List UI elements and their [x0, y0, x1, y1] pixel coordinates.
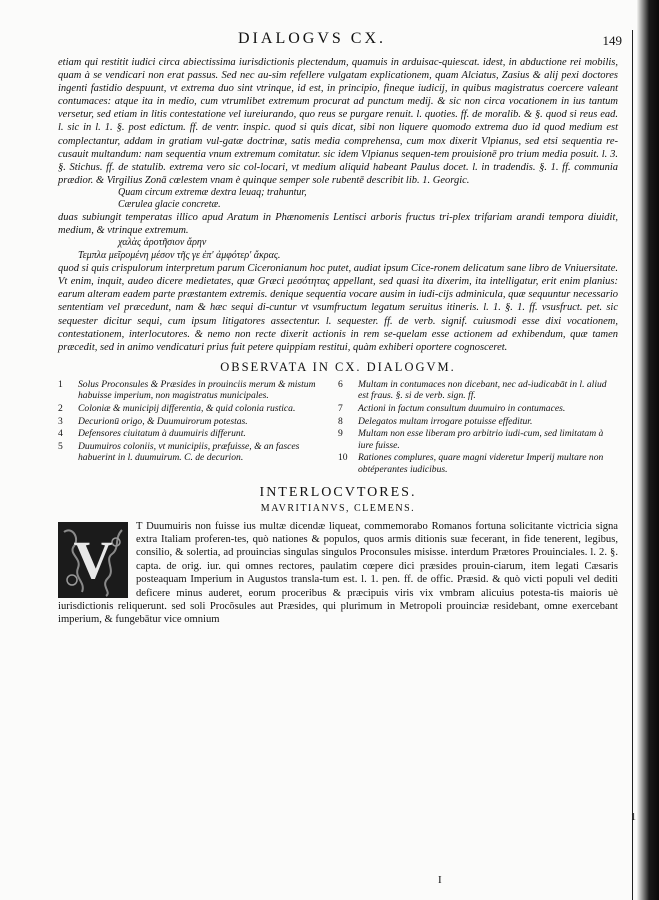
observata-number: 3 [58, 415, 63, 427]
observata-number: 8 [338, 415, 343, 427]
observata-text: Delegatos multam irrogare potuisse effeditur. [358, 415, 533, 427]
observata-item [58, 403, 338, 415]
observata-number: 5 [58, 440, 63, 452]
observata-text: Decurionū origo, & Duumuirorum potestas. [78, 415, 248, 427]
observata-number: 4 [58, 428, 63, 440]
observata-text: Defensores ciuitatum à duumuiris differunt. [78, 428, 246, 440]
greek-line: Τεμπλα μεῖρομένη μέσον τῆς γε ἐπ' ἀμφότερ' ἄκρας. [78, 249, 281, 261]
observata-item [58, 416, 338, 428]
observata-number: 9 [338, 428, 343, 440]
observata-title: OBSERVATA IN CX. DIALOGVM. [220, 359, 456, 374]
observata-item [338, 403, 618, 415]
observata-text: Coloniæ & municipij differentia, & quid colonia rustica. [78, 402, 296, 414]
main-paragraph-2: duas subiungit temperatas illico apud Aratum in Phænomenis Lentisci arboris fructus tri-plex trifariam arandi tempora diuidit, medium, & vtrinque extremum. [58, 211, 618, 237]
observata-item [338, 416, 618, 428]
folio-number: 149 [602, 33, 622, 48]
main-paragraph: etiam qui restitit iudici circa abiectissima iurisdictionis plectendum, quamuis in arduisac-quiescat. idest, in abductione rei mobilis, quam à se vendicari non erat passus. Sed nec au-sim refellere vulgatam explicationem, quam Alciatus, Zasius & alij pexi doctores ingenti fastidio despuunt, vt extrema duo sint vtrinque, id est, in principio, fineque iudicij, in quibus magistratus coercere valeant contumaces: atque ita in medio, cum vtrumlibet extremum procurat ad punctum medij. & sic non circa vocationem in ius tantum versetur, sed etiam in litis contestatione vel iureiurando, quo reus se purgare renuit. l. quoties. ff. de moralib. & §. quod si reus ead. l. sic in l. 1. §. post edictum. ff. de ventr. inspic. quod si quis dicat, sibi non liquere quomodo extrema duo id quod medium est complectantur, addam in gratiam vul-gatæ doctrinæ, satis media comprehensa, cum mox dixerit Vlpianus, sed etsi sequentia re-cusauit multandum: nam sequentia vnum extremum comitatur. sic idem Vlpianus sequen-tem prouisionē pro trium media posuit. l. 3. §. Stichus. ff. de statulib. extrema vero sic col-locari, vt medium aliquid habeant Paulus docet. l. in tradendis. §. 1. ff. communia prædior. & Virgilius Zonā cœlestem vnam è quinque semper sole rubentē describit lib. 1. Georgic. [58, 57, 618, 186]
observata-number: 2 [58, 402, 63, 414]
decorated-initial [58, 522, 128, 598]
observata-text: Duumuiros coloniis, vt municipiis, præfuisse, & an fasces habuerint in l. duumuirum. C. de decurion. [78, 440, 300, 464]
page [58, 0, 636, 900]
observata-number: 7 [338, 402, 343, 414]
book-edge-shadow [637, 0, 659, 900]
observata-number: 6 [338, 378, 343, 390]
observata-text: Actioni in factum consultum duumuiro in contumaces. [358, 402, 566, 414]
observata-text: Solus Proconsules & Præsides in prouinciis merum & mistum habuisse imperium, non magistratus municipales. [78, 378, 316, 402]
speakers-line: MAVRITIANVS, CLEMENS. [260, 502, 416, 514]
observata-item [338, 379, 618, 402]
observata-item [58, 428, 338, 440]
observata-number: 10 [338, 452, 348, 464]
observata-right-column [338, 379, 618, 477]
observata-number: 1 [58, 378, 63, 390]
running-header [58, 30, 622, 52]
greek-quote [78, 237, 618, 262]
observata-left-column [58, 379, 338, 477]
verse-line: Quam circum extremæ dextra leuaq; trahuntur, [118, 186, 307, 198]
observata-item [58, 379, 338, 402]
observata-item [338, 452, 618, 475]
interlocutores-title: INTERLOCVTORES. [259, 484, 417, 500]
observata-list [58, 379, 618, 477]
page-body [58, 56, 618, 627]
greek-line: χαλὰς ἀροτῆσιον ἄρην [118, 237, 207, 249]
initial-letter: V [73, 529, 113, 590]
verse-line: Cærulea glacie concretæ. [118, 198, 221, 210]
ornament-icon [58, 522, 128, 598]
main-paragraph-3: quod si quis crispulorum interpretum parum Ciceronianum hoc putet, audiat ipsum Cice-ronem delicatum sane libro de Vniuersitate. Vt enim, inquit, audeo dicere medietates, quæ Græci μεσότητας appellant, sed quasi ita dixerim, ita intelligatur, erit enim planius: earum alteram eadem parte præstantem extremis. denique sequentia vocare ausim in iudi-cijs adminicula, quæ sequuntur necessario sententiam vel præcedunt, nam & hæc sequi di-cuntur vt vsumfructum legatum seruitus itineris. l. 1. §. 1. ff. vsusfruct. pet. sic sequester dicitur sequi, cum ipsum litigatores assectentur. l. sequester. ff. de verb. signif. cuiusmodi esse dixi vocationem, contestationem, interlocutores. & nemo non recte dixerit actionis in rem se-quelam esse actionem ad exhibendum, quæ tamen præcedit, sed in animo vendicaturi prius fuit petere quippiam restitui, quàm exhiberi oportere cognosceret. [58, 263, 618, 353]
header-title: DIALOGVS CX. [238, 30, 386, 47]
margin-number: 1 [631, 812, 636, 823]
observata-text: Multam non esse liberam pro arbitrio iudi-cum, sed limitatam à iure fuisse. [358, 428, 604, 451]
dialogue-block [58, 520, 618, 627]
observata-item [338, 428, 618, 451]
signature-mark: I [438, 874, 442, 886]
observata-item [58, 441, 338, 464]
page-edge-line [632, 30, 634, 900]
verse-quote [118, 187, 618, 211]
observata-text: Multam in contumaces non dicebant, nec ad-iudicabāt in l. aliud est fraus. §. si de verb. sign. ff. [358, 378, 607, 402]
observata-text: Rationes complures, quare magni videretur Imperij multare non obtéperantes iudicibus. [358, 452, 604, 475]
dialogue-text: T Duumuiris non fuisse ius multæ dicendæ liqueat, commemorabo Romanos fortuna solicitante victricia signa extra Italiam proferen-tes, quò nationes & populos, quos armis ditionis suæ fecerant, in fide tenerent, legibus, consilio, & solertia, ad prouincias singulas singulos Proconsules misisse. interdum Prætores Prouinciales. l. 2. §. capta. de orig. iur. qui omnes rectores, paulatim cœpere dici præsides prouin-ciarum, item legati Cæsaris posteaquam Imperium in Augustos transla-tum est. l. 1. pen. ff. de offic. Præsid. & quò victi populi vel dediti deficere minus auderet, eorum proceribus & præcipuis viris vix vmbram alicuius potesta-tis maioris uè iurisdictionis reliquerunt. sed soli Procõsules aut Præsides, qui plurimum in Metropoli prouinciæ residebant, omne exercebant imperium, & fungebātur vice omnium [58, 520, 618, 626]
